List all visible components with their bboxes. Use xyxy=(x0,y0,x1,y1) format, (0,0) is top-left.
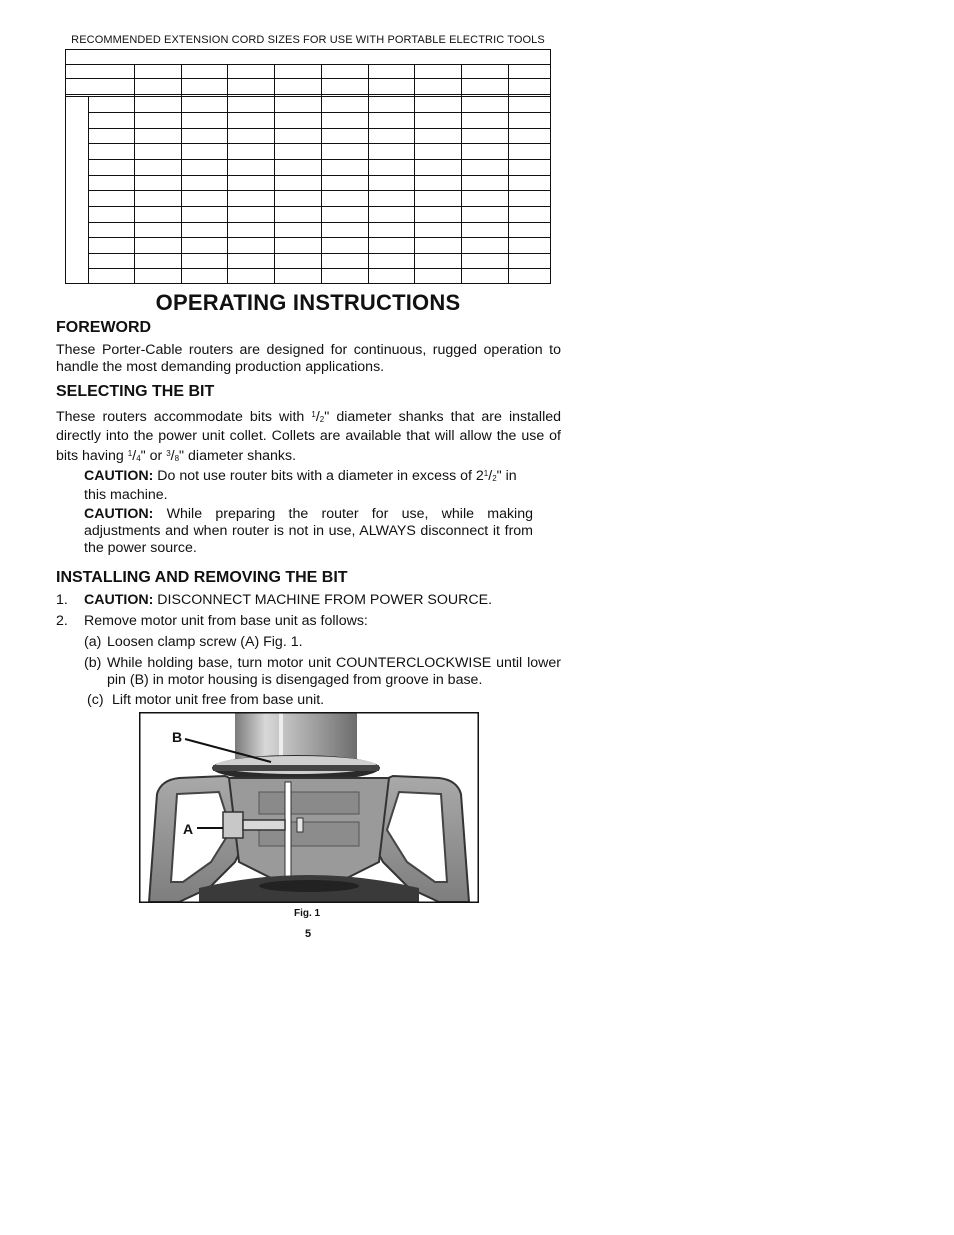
substep-a-label: (a) xyxy=(84,634,102,650)
step-1-number: 1. xyxy=(56,592,68,608)
extension-cord-table xyxy=(65,49,551,284)
selecting-bit-text: These routers accommodate bits with $^1$/2" diameter shanks that are installed directly into the power unit collet. Collets are available that will allow the use of bits having $^1$/4" or $^3$/8" diameter shanks. xyxy=(56,409,562,464)
installing-bit-heading: INSTALLING AND REMOVING THE BIT xyxy=(56,569,348,586)
router-photo xyxy=(139,712,479,903)
page-number: 5 xyxy=(305,928,312,940)
foreword-text: These Porter-Cable routers are designed for continuous, rugged operation to handle the most demanding production applications. xyxy=(56,342,561,375)
step-2-text: Remove motor unit from base unit as follows: xyxy=(84,613,368,629)
figure-label-a: A xyxy=(183,821,194,837)
step-1-text: CAUTION: DISCONNECT MACHINE FROM POWER SOURCE. xyxy=(84,592,493,608)
caution-bit-diameter: CAUTION: Do not use router bits with a diameter in excess of $2^1/2$" in this machine. xyxy=(84,468,517,503)
table-grid xyxy=(65,49,551,284)
substep-b-text: While holding base, turn motor unit COUNTERCLOCKWISE until lower pin (B) in motor housing is disengaged from groove in base. xyxy=(107,655,561,688)
page-heading: OPERATING INSTRUCTIONS xyxy=(155,290,461,315)
step-2-number: 2. xyxy=(56,613,68,629)
router-figure xyxy=(139,712,479,903)
figure-label-b: B xyxy=(172,729,183,745)
substep-b-label: (b) xyxy=(84,655,102,671)
substep-c-text: Lift motor unit free from base unit. xyxy=(112,692,325,708)
substep-a-text: Loosen clamp screw (A) Fig. 1. xyxy=(107,634,303,650)
selecting-bit-heading: SELECTING THE BIT xyxy=(56,383,215,400)
figure-caption: Fig. 1 xyxy=(294,908,321,919)
caution-disconnect: CAUTION: While preparing the router for use, while making adjustments and when router is not in use, ALWAYS disconnect it from the power source. xyxy=(84,506,533,556)
foreword-heading: FOREWORD xyxy=(56,319,152,336)
table-title: RECOMMENDED EXTENSION CORD SIZES FOR USE WITH PORTABLE ELECTRIC TOOLS xyxy=(71,34,545,46)
substep-c-label: (c) xyxy=(87,692,104,708)
